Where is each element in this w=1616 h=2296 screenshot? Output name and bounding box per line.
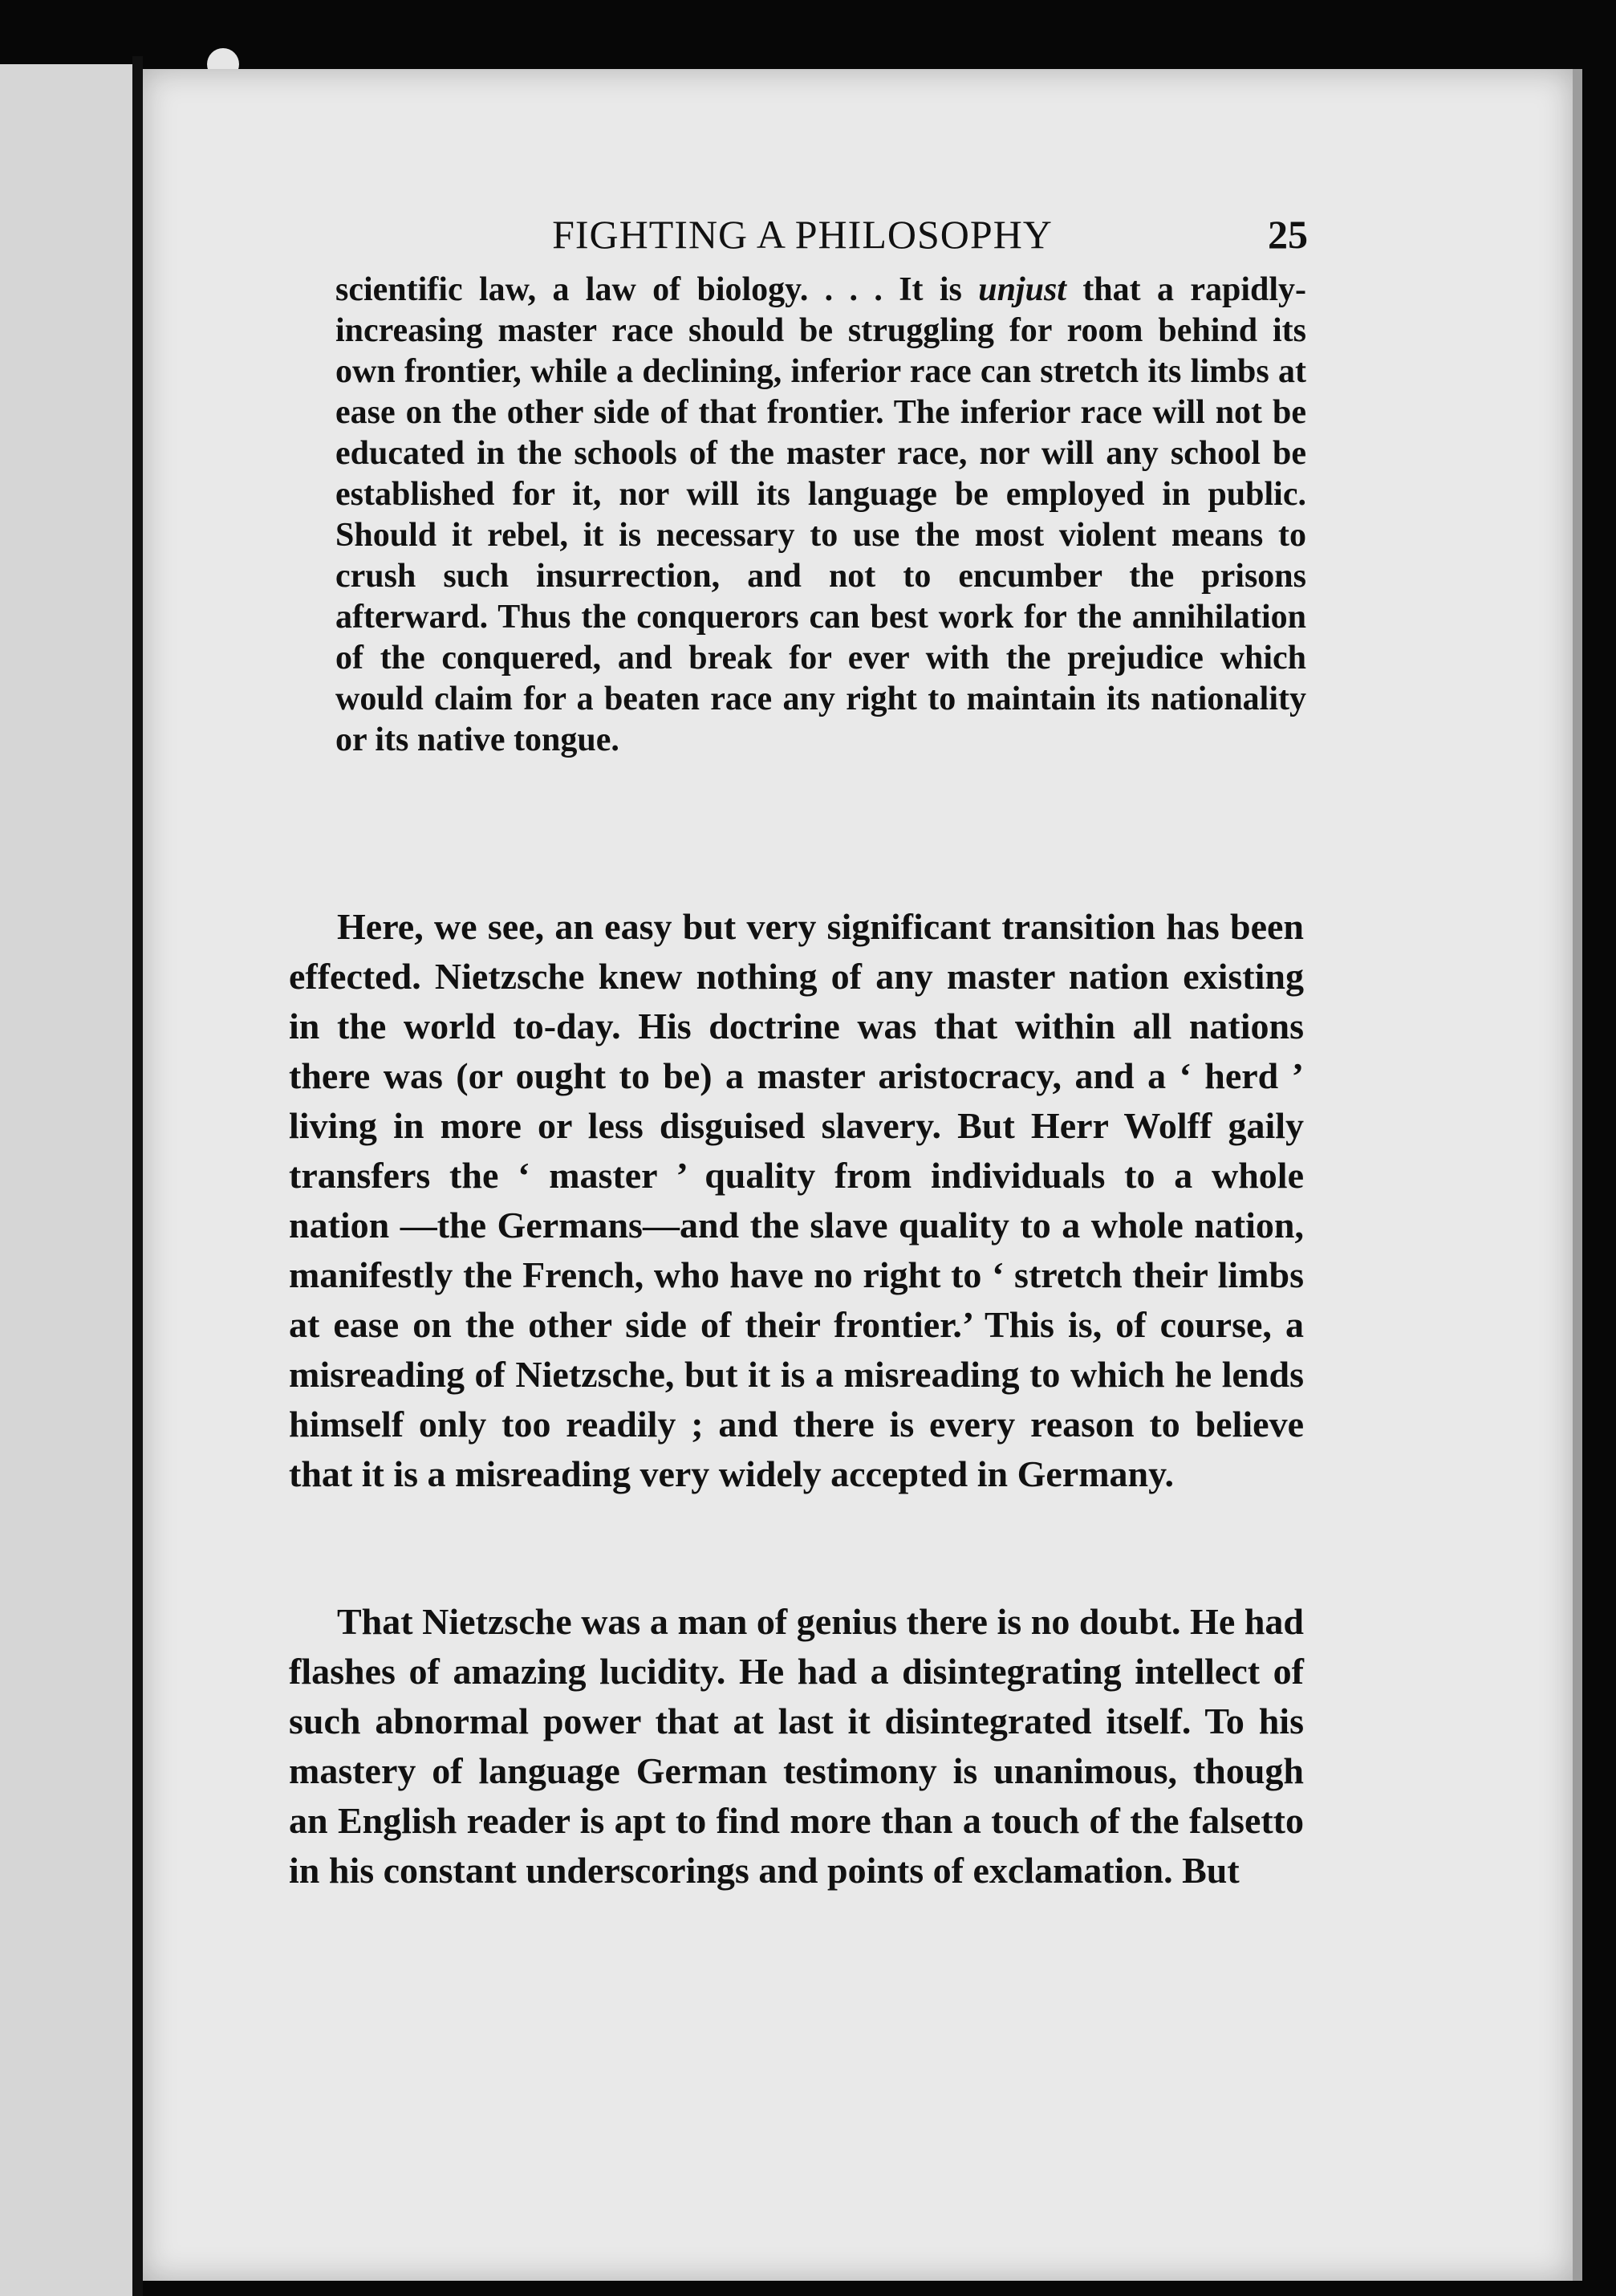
body-paragraph-1 [289,902,1304,1499]
block-quote [335,270,1306,761]
book-spine-shadow [132,56,143,2296]
quote-text-start: scientific law, a law of biology. . . . It is [335,271,979,308]
quote-text-rest: that a rapidly-increasing master race should be struggling for room behind its own frontier, while a declining, inferior race can stretch its limbs at ease on the other side of that frontier. The inferior race will not be educated in the schools of the master race, nor will any school be established for it, nor will its language be employed in public. Should it rebel, it is necessary to use the most violent means to crush such insurrection, and not to encumber the prisons afterward. Thus the conquerors can best work for the annihilation of the conquered, and break for ever with the prejudice which would claim for a beaten race any right to maintain its nationality or its native tongue. [335,271,1307,758]
left-page-edge [0,64,132,2296]
quote-italic-word: unjust [978,271,1066,308]
quote-text [335,270,1306,761]
paragraph-text: Here, we see, an easy but very significant transition has been effected. Nietzsche knew nothing of any master nation existing in the world to-day. His doctrine was that within all nations there was (or ought to be) a master aristocracy, and a ‘ herd ’ living in more or less disguised slavery. But Herr Wolff gaily transfers the ‘ master ’ quality from individuals to a whole nation —the Germans—and the slave quality to a whole nation, manifestly the French, who have no right to ‘ stretch their limbs at ease on the other side of their frontier.’ This is, of course, a misreading of Nietzsche, but it is a misreading to which he lends himself only too readily ; and there is every reason to believe that it is a misreading very widely accepted in Germany. [289,906,1304,1494]
running-head-title: FIGHTING A PHILOSOPHY [552,212,1053,257]
page-number: 25 [1268,212,1308,257]
body-paragraph-2 [289,1597,1304,1896]
paragraph-text: That Nietzsche was a man of genius there is no doubt. He had flashes of amazing lucidity. He had a disintegrating intellect of such abnormal power that at last it disintegrated itself. To his mastery of language German testimony is unanimous, though an English reader is apt to find more than a touch of the falsetto in his constant underscorings and points of exclamation. But [289,1601,1304,1891]
right-page-edge [1573,69,1582,2281]
